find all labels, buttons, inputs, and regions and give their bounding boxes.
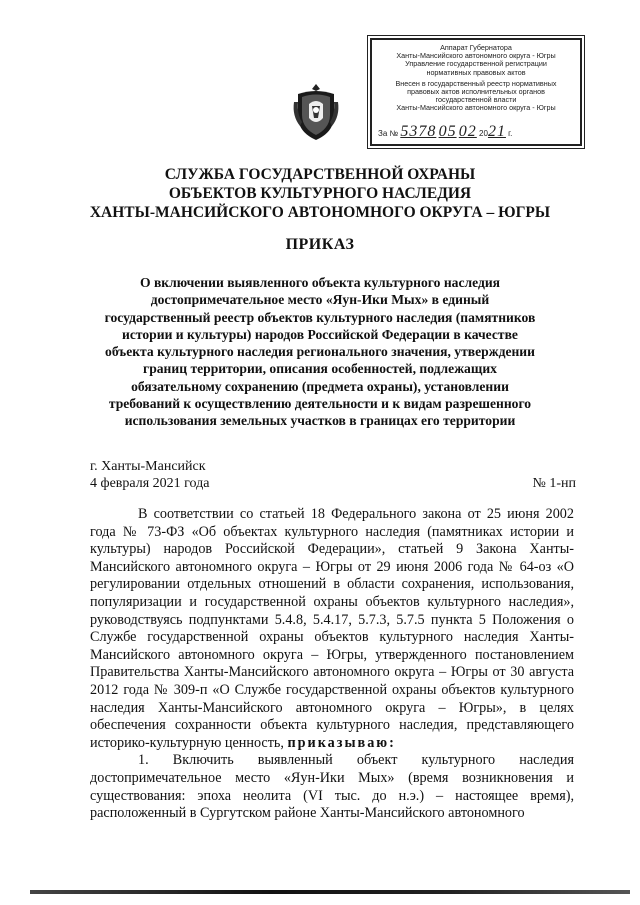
body-paragraph [90, 506, 574, 752]
document-place: г. Ханты-Мансийск [90, 459, 206, 474]
coat-of-arms-icon [292, 82, 340, 142]
stamp-line: Внесен в государственный реестр нормативных [395, 79, 557, 88]
subject-line: О включении выявленного объекта культурного наследия [139, 275, 501, 290]
subject-line: обязательному сохранению (предмета охраны), установлении [131, 378, 509, 394]
scan-edge-line [30, 890, 630, 894]
subject-line: объекта культурного наследия регионального значения, утверждении [105, 344, 535, 360]
document-type-title: ПРИКАЗ [285, 236, 355, 253]
body-paragraph: 1. Включить выявленный объект культурного наследия достопримечательное место «Яун-Ики Мых» (время возникновения и существования: эпоха неолита (VI тыс. до н.э.) – настоящее время), расположенный в Сургутском районе Ханты-Мансийского автономного [90, 752, 574, 822]
stamp-line: правовых актов исполнительных органов [407, 88, 545, 97]
stamp-reg-number: 5378 [400, 122, 437, 140]
stamp-registration [378, 122, 574, 140]
stamp-reg-year: 21 [487, 122, 506, 140]
stamp-line: Аппарат Губернатора [440, 44, 512, 52]
stamp-reg-day: 05 [438, 122, 457, 140]
organization-name [60, 165, 580, 222]
subject-line: государственный реестр объектов культурного наследия (памятников [104, 309, 536, 325]
preamble-text: В соответствии со статьей 18 Федерального закона от 25 июня 2002 года № 73-ФЗ «Об объектах культурного наследия (памятниках истории и культуры) народов Российской Федерации», статьей 9 Закона Ханты-Мансийского автономного округа – Югры от 29 июня 2006 года № 64-оз «О регулировании отдельных отношений в области сохранения, использования, популяризации и государственной охраны объектов культурного наследия», руководствуясь подпунктами 5.4.8, 5.4.17, 5.7.3, 5.7.5 пункта 5 Положения о Службе государственной охраны объектов культурного наследия Ханты-Мансийского автономного округа – Югры, утвержденного постановлением Правительства Ханты-Мансийского автономного округа – Югры от 30 августа 2012 года № 309-п «О Службе государственной охраны объектов культурного наследия Ханты-Мансийского автономного округа – Югры», в целях обеспечения сохранности объекта культурного наследия, представляющего историко-культурную ценность, [90, 506, 574, 751]
stamp-reg-suffix: г. [508, 128, 513, 138]
registration-stamp [370, 38, 582, 146]
org-line: ХАНТЫ-МАНСИЙСКОГО АВТОНОМНОГО ОКРУГА – ЮГРЫ [89, 204, 551, 221]
stamp-line: Управление государственной регистрации [405, 60, 547, 69]
subject-line: границ территории, описания особенностей, подлежащих [143, 361, 497, 377]
stamp-line: нормативных правовых актов [426, 68, 526, 77]
stamp-line: Ханты-Мансийского автономного округа - Югры [396, 52, 556, 61]
subject-line: использования земельных участков в границах его территории [124, 413, 516, 429]
stamp-reg-year-prefix: 20 [479, 128, 488, 138]
stamp-reg-month: 02 [458, 122, 477, 140]
document-number: № 1-нп [532, 476, 576, 491]
org-line: СЛУЖБА ГОСУДАРСТВЕННОЙ ОХРАНЫ [164, 166, 476, 183]
subject-line: достопримечательное место «Яун-Ики Мых» в единый [150, 292, 490, 308]
stamp-line: государственной власти [435, 96, 517, 105]
stamp-line: Ханты-Мансийского автономного округа - Югры [396, 104, 556, 113]
decree-word: приказываю: [287, 734, 396, 751]
document-date: 4 февраля 2021 года [90, 476, 210, 491]
order-subject [70, 274, 570, 430]
subject-line: истории и культуры) народов Российской Федерации в качестве [122, 326, 518, 342]
stamp-reg-prefix: За № [378, 128, 399, 138]
org-line: ОБЪЕКТОВ КУЛЬТУРНОГО НАСЛЕДИЯ [168, 185, 472, 202]
subject-line: требований к осуществлению деятельности и к видам разрешенного [108, 396, 532, 412]
document-body [90, 506, 574, 823]
